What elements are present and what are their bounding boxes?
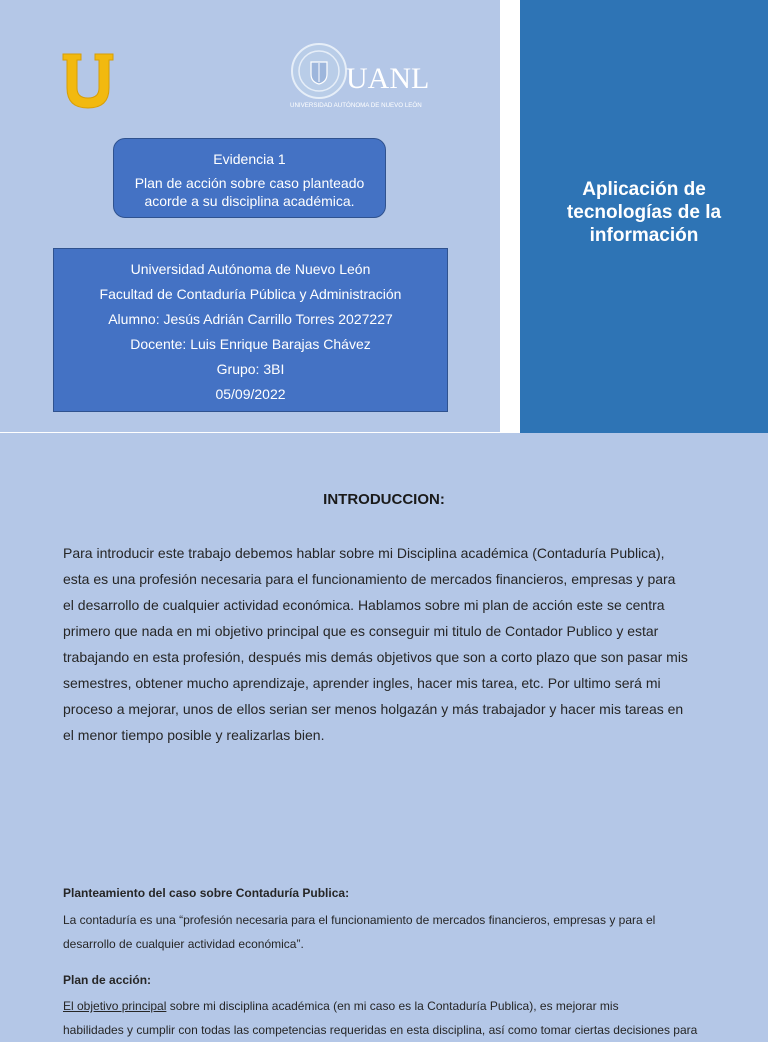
- plan-text: sobre mi disciplina académica (en mi caso es la Contaduría Publica), es mejorar mis: [166, 999, 619, 1013]
- cover-page: [0, 0, 768, 433]
- student-info-box: [53, 248, 448, 412]
- evidence-description-line1: Plan de acción sobre caso planteado: [134, 175, 365, 191]
- plan-body: [63, 994, 733, 1042]
- evidence-title: Evidencia 1: [213, 151, 286, 167]
- u-logo-icon: [61, 52, 115, 110]
- teacher-name: Docente: Luis Enrique Barajas Chávez: [130, 336, 371, 352]
- case-title: Planteamiento del caso sobre Contaduría Publica:: [63, 886, 350, 900]
- case-line: La contaduría es una “profesión necesaria para el funcionamiento de mercados financieros, empresas y para el: [63, 913, 656, 927]
- course-title: [528, 178, 760, 247]
- plan-underlined-text: El objetivo principal: [63, 999, 167, 1013]
- intro-line: proceso a mejorar, unos de ellos serian ser menos holgazán y más trabajador y hacer mis tareas en: [63, 701, 684, 717]
- case-body: [63, 908, 733, 956]
- faculty-name: Facultad de Contaduría Pública y Administración: [99, 286, 402, 302]
- plan-line: [63, 994, 733, 1018]
- course-title-line2: tecnologías de la: [566, 202, 722, 223]
- uanl-wordmark: UANL: [346, 62, 430, 95]
- intro-line: semestres, obtener mucho aprendizaje, aprender ingles, hacer mis tarea, etc. Por ultimo será mi: [63, 675, 661, 691]
- evidence-description-line2: acorde a su disciplina académica.: [144, 193, 355, 209]
- intro-heading: INTRODUCCION:: [323, 491, 445, 508]
- university-name: Universidad Autónoma de Nuevo León: [130, 261, 371, 277]
- student-name: Alumno: Jesús Adrián Carrillo Torres 2027227: [108, 311, 393, 327]
- intro-line: esta es una profesión necesaria para el funcionamiento de mercados financieros, empresas y para: [63, 571, 676, 587]
- course-title-line1: Aplicación de: [582, 179, 706, 200]
- case-line: desarrollo de cualquier actividad económica”.: [63, 937, 304, 951]
- course-title-line3: información: [589, 225, 699, 246]
- plan-title: Plan de acción:: [63, 973, 152, 987]
- intro-line: el menor tiempo posible y realizarlas bien.: [63, 727, 325, 743]
- intro-line: primero que nada en mi objetivo principal que es conseguir mi titulo de Contador Publico y estar: [63, 623, 659, 639]
- uanl-subtitle: UNIVERSIDAD AUTÓNOMA DE NUEVO LEÓN: [290, 102, 422, 109]
- date-label: 05/09/2022: [215, 386, 286, 402]
- uanl-logo-icon: [288, 36, 448, 112]
- intro-line: el desarrollo de cualquier actividad económica. Hablamos sobre mi plan de acción este se centra: [63, 597, 665, 613]
- plan-line: habilidades y cumplir con todas las competencias requeridas en esta disciplina, así como tomar ciertas decisiones para: [63, 1023, 698, 1037]
- cover-bottom-border: [0, 432, 520, 433]
- intro-line: Para introducir este trabajo debemos hablar sobre mi Disciplina académica (Contaduría Publica),: [63, 545, 665, 561]
- group-label: Grupo: 3BI: [216, 361, 285, 377]
- intro-paragraph: [63, 540, 713, 748]
- cover-divider: [500, 0, 520, 433]
- evidence-box: [113, 138, 386, 218]
- intro-line: trabajando en esta profesión, después mis demás objetivos que son a corto plazo que son pasar mis: [63, 649, 688, 665]
